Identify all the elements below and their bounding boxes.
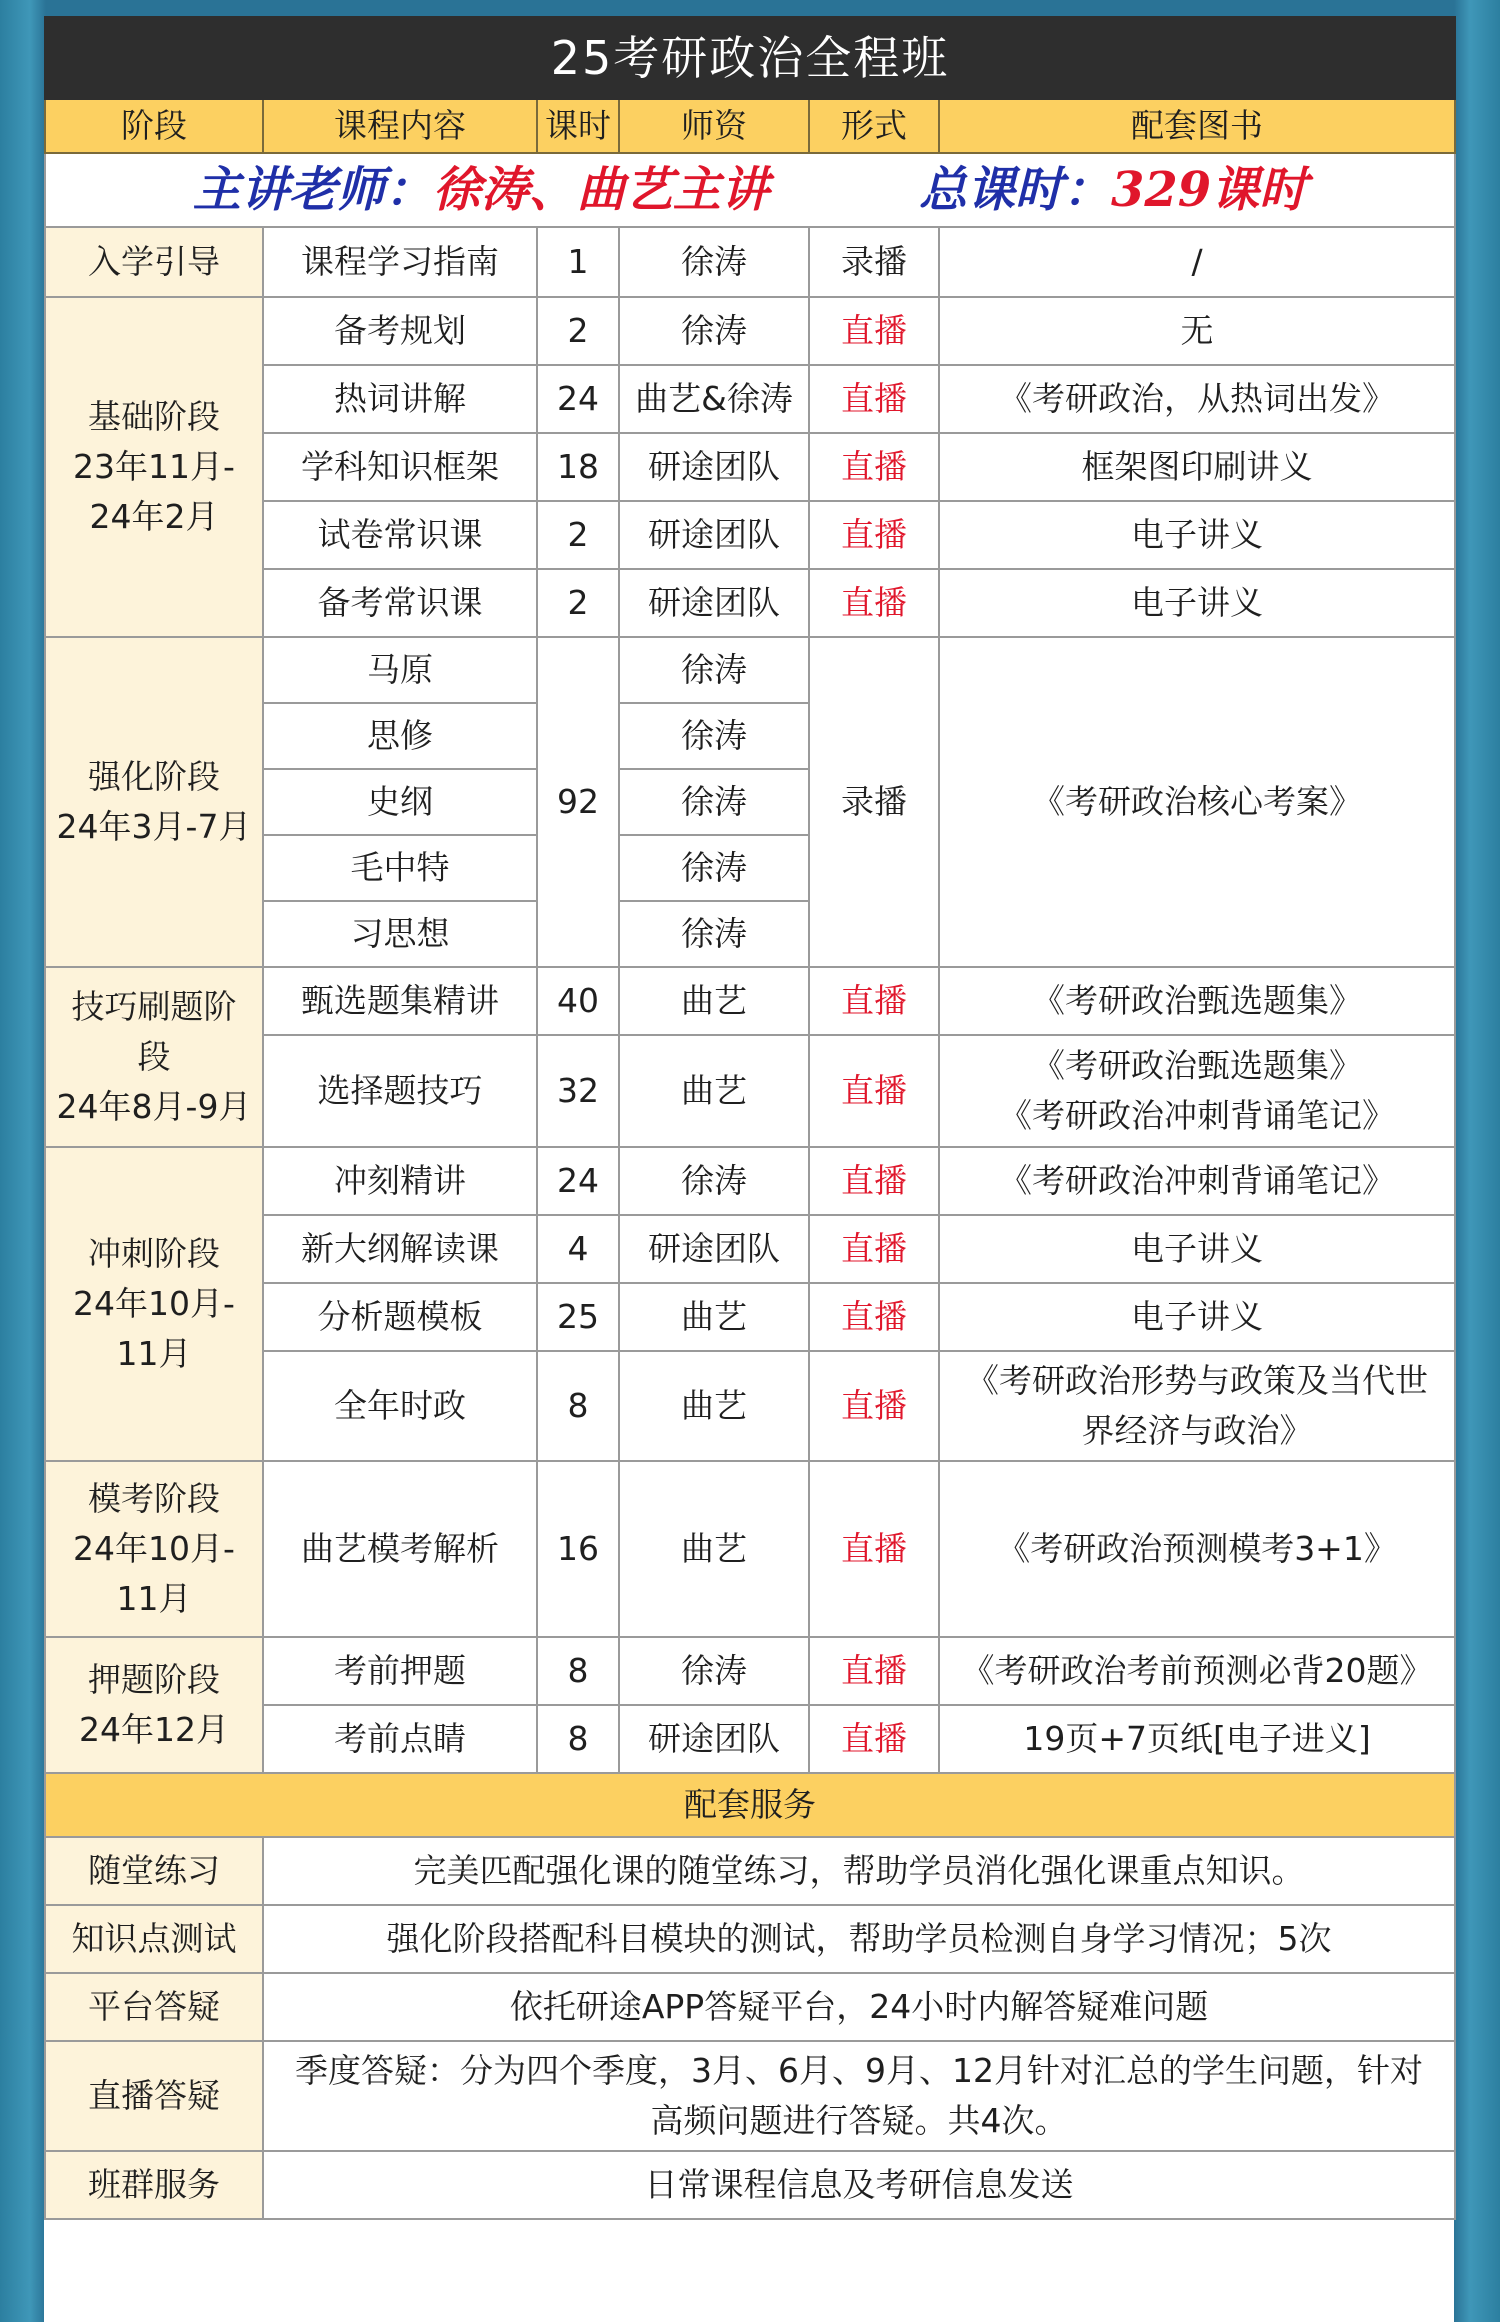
form-cell: 录播 bbox=[809, 227, 939, 297]
book-cell: 19页+7页纸[电子进义] bbox=[939, 1705, 1455, 1773]
course-cell: 选择题技巧 bbox=[263, 1035, 537, 1147]
column-headers bbox=[45, 99, 1455, 153]
hours-cell: 2 bbox=[537, 501, 619, 569]
course-cell: 冲刻精讲 bbox=[263, 1147, 537, 1215]
course-cell: 考前点睛 bbox=[263, 1705, 537, 1773]
total-hours-label: 总课时： bbox=[918, 162, 1111, 218]
header-book: 配套图书 bbox=[939, 99, 1455, 153]
book-line: 《考研政治甄选题集》 bbox=[1032, 1046, 1363, 1085]
stage-date: 11月 bbox=[116, 1579, 192, 1618]
service-row bbox=[45, 1837, 1455, 1905]
teacher-cell: 研途团队 bbox=[619, 501, 809, 569]
teacher-cell: 徐涛 bbox=[619, 835, 809, 901]
hours-cell: 4 bbox=[537, 1215, 619, 1283]
stage-cell: 入学引导 bbox=[45, 227, 263, 297]
service-desc: 日常课程信息及考研信息发送 bbox=[263, 2151, 1455, 2219]
table-row bbox=[45, 1461, 1455, 1637]
service-name: 直播答疑 bbox=[45, 2041, 263, 2151]
course-cell: 新大纲解读课 bbox=[263, 1215, 537, 1283]
course-cell: 曲艺模考解析 bbox=[263, 1461, 537, 1637]
course-cell: 学科知识框架 bbox=[263, 433, 537, 501]
hours-cell: 24 bbox=[537, 1147, 619, 1215]
teacher-cell: 研途团队 bbox=[619, 569, 809, 637]
service-desc-line: 季度答疑：分为四个季度，3月、6月、9月、12月针对汇总的学生问题，针对 bbox=[295, 2051, 1424, 2090]
teacher-cell: 徐涛 bbox=[619, 901, 809, 967]
teacher-summary bbox=[45, 153, 1455, 227]
service-desc: 完美匹配强化课的随堂练习，帮助学员消化强化课重点知识。 bbox=[263, 1837, 1455, 1905]
teacher-cell: 研途团队 bbox=[619, 433, 809, 501]
course-cell: 考前押题 bbox=[263, 1637, 537, 1705]
book-line: 《考研政治形势与政策及当代世 bbox=[966, 1361, 1429, 1400]
service-row bbox=[45, 2041, 1455, 2151]
stage-name: 押题阶段 bbox=[88, 1660, 220, 1699]
teacher-label: 主讲老师： bbox=[192, 162, 433, 218]
form-cell: 录播 bbox=[809, 637, 939, 967]
form-cell: 直播 bbox=[809, 365, 939, 433]
stage-date: 24年10月- bbox=[73, 1284, 235, 1323]
stage-name: 冲刺阶段 bbox=[88, 1234, 220, 1273]
service-desc bbox=[263, 2041, 1455, 2151]
hours-cell: 8 bbox=[537, 1705, 619, 1773]
hours-cell: 92 bbox=[537, 637, 619, 967]
teacher-cell: 研途团队 bbox=[619, 1215, 809, 1283]
teacher-cell: 曲艺 bbox=[619, 967, 809, 1035]
form-cell: 直播 bbox=[809, 1215, 939, 1283]
book-cell: 《考研政治冲刺背诵笔记》 bbox=[939, 1147, 1455, 1215]
course-cell: 马原 bbox=[263, 637, 537, 703]
table-row bbox=[45, 297, 1455, 365]
course-cell: 备考规划 bbox=[263, 297, 537, 365]
book-cell: 《考研政治，从热词出发》 bbox=[939, 365, 1455, 433]
course-cell: 备考常识课 bbox=[263, 569, 537, 637]
service-name: 平台答疑 bbox=[45, 1973, 263, 2041]
course-cell: 毛中特 bbox=[263, 835, 537, 901]
teacher-cell: 徐涛 bbox=[619, 297, 809, 365]
course-cell: 分析题模板 bbox=[263, 1283, 537, 1351]
stage-cell bbox=[45, 637, 263, 967]
service-desc: 强化阶段搭配科目模块的测试，帮助学员检测自身学习情况；5次 bbox=[263, 1905, 1455, 1973]
teacher-cell: 曲艺 bbox=[619, 1351, 809, 1461]
book-cell: 电子讲义 bbox=[939, 501, 1455, 569]
course-cell: 全年时政 bbox=[263, 1351, 537, 1461]
book-cell bbox=[939, 1351, 1455, 1461]
services-title: 配套服务 bbox=[45, 1773, 1455, 1837]
hours-cell: 24 bbox=[537, 365, 619, 433]
form-cell: 直播 bbox=[809, 1283, 939, 1351]
service-row bbox=[45, 1905, 1455, 1973]
hours-cell: 8 bbox=[537, 1637, 619, 1705]
book-cell: 框架图印刷讲义 bbox=[939, 433, 1455, 501]
hours-cell: 1 bbox=[537, 227, 619, 297]
stage-date: 24年3月-7月 bbox=[56, 807, 252, 846]
header-hours: 课时 bbox=[537, 99, 619, 153]
course-cell: 课程学习指南 bbox=[263, 227, 537, 297]
table-row bbox=[45, 967, 1455, 1035]
stage-date: 24年12月 bbox=[79, 1710, 229, 1749]
book-cell: 电子讲义 bbox=[939, 1283, 1455, 1351]
stage-date: 11月 bbox=[116, 1334, 192, 1373]
teacher-cell: 曲艺 bbox=[619, 1035, 809, 1147]
book-cell: 《考研政治预测模考3+1》 bbox=[939, 1461, 1455, 1637]
book-cell: 《考研政治甄选题集》 bbox=[939, 967, 1455, 1035]
table-row bbox=[45, 1637, 1455, 1705]
header-course: 课程内容 bbox=[263, 99, 537, 153]
book-cell: 无 bbox=[939, 297, 1455, 365]
form-cell: 直播 bbox=[809, 1461, 939, 1637]
hours-cell: 32 bbox=[537, 1035, 619, 1147]
hours-cell: 8 bbox=[537, 1351, 619, 1461]
teacher-cell: 曲艺&徐涛 bbox=[619, 365, 809, 433]
form-cell: 直播 bbox=[809, 1705, 939, 1773]
stage-name: 技巧刷题阶 bbox=[71, 987, 237, 1026]
stage-date: 23年11月- bbox=[73, 447, 235, 486]
course-cell: 思修 bbox=[263, 703, 537, 769]
teacher-cell: 徐涛 bbox=[619, 227, 809, 297]
stage-date: 24年8月-9月 bbox=[56, 1087, 252, 1126]
hours-cell: 25 bbox=[537, 1283, 619, 1351]
service-desc: 依托研途APP答疑平台，24小时内解答疑难问题 bbox=[263, 1973, 1455, 2041]
header-stage: 阶段 bbox=[45, 99, 263, 153]
form-cell: 直播 bbox=[809, 433, 939, 501]
stage-cell bbox=[45, 967, 263, 1147]
service-desc-line: 高频问题进行答疑。共4次。 bbox=[650, 2101, 1068, 2140]
course-cell: 史纲 bbox=[263, 769, 537, 835]
teacher-names: 徐涛、曲艺主讲 bbox=[432, 162, 769, 218]
teacher-cell: 徐涛 bbox=[619, 1147, 809, 1215]
table-row bbox=[45, 637, 1455, 703]
hours-cell: 2 bbox=[537, 569, 619, 637]
course-table-card bbox=[44, 16, 1454, 2322]
book-cell: 电子讲义 bbox=[939, 1215, 1455, 1283]
form-cell: 直播 bbox=[809, 297, 939, 365]
stage-cell bbox=[45, 1637, 263, 1773]
header-teacher: 师资 bbox=[619, 99, 809, 153]
course-table bbox=[44, 16, 1456, 2220]
book-line: 《考研政治冲刺背诵笔记》 bbox=[999, 1096, 1396, 1135]
stage-name: 模考阶段 bbox=[88, 1479, 220, 1518]
form-cell: 直播 bbox=[809, 1351, 939, 1461]
stage-name: 段 bbox=[137, 1037, 171, 1076]
hours-cell: 2 bbox=[537, 297, 619, 365]
form-cell: 直播 bbox=[809, 1035, 939, 1147]
teacher-cell: 曲艺 bbox=[619, 1461, 809, 1637]
table-row bbox=[45, 1147, 1455, 1215]
stage-cell bbox=[45, 1461, 263, 1637]
book-line: 界经济与政治》 bbox=[1081, 1411, 1313, 1450]
header-form: 形式 bbox=[809, 99, 939, 153]
service-name: 随堂练习 bbox=[45, 1837, 263, 1905]
total-hours-value: 329课时 bbox=[1110, 162, 1308, 218]
teacher-cell: 徐涛 bbox=[619, 769, 809, 835]
teacher-cell: 研途团队 bbox=[619, 1705, 809, 1773]
book-cell: / bbox=[939, 227, 1455, 297]
hours-cell: 40 bbox=[537, 967, 619, 1035]
hours-cell: 16 bbox=[537, 1461, 619, 1637]
form-cell: 直播 bbox=[809, 501, 939, 569]
course-cell: 热词讲解 bbox=[263, 365, 537, 433]
stage-name: 强化阶段 bbox=[88, 757, 220, 796]
service-name: 知识点测试 bbox=[45, 1905, 263, 1973]
form-cell: 直播 bbox=[809, 569, 939, 637]
service-row bbox=[45, 2151, 1455, 2219]
stage-name: 基础阶段 bbox=[88, 397, 220, 436]
course-cell: 甄选题集精讲 bbox=[263, 967, 537, 1035]
page-title: 25考研政治全程班 bbox=[45, 17, 1455, 99]
form-cell: 直播 bbox=[809, 1147, 939, 1215]
stage-cell bbox=[45, 297, 263, 637]
stage-date: 24年10月- bbox=[73, 1529, 235, 1568]
book-cell bbox=[939, 1035, 1455, 1147]
course-cell: 试卷常识课 bbox=[263, 501, 537, 569]
form-cell: 直播 bbox=[809, 1637, 939, 1705]
book-cell: 电子讲义 bbox=[939, 569, 1455, 637]
teacher-cell: 徐涛 bbox=[619, 703, 809, 769]
hours-cell: 18 bbox=[537, 433, 619, 501]
service-name: 班群服务 bbox=[45, 2151, 263, 2219]
book-cell: 《考研政治核心考案》 bbox=[939, 637, 1455, 967]
teacher-cell: 曲艺 bbox=[619, 1283, 809, 1351]
stage-date: 24年2月 bbox=[89, 497, 219, 536]
book-cell: 《考研政治考前预测必背20题》 bbox=[939, 1637, 1455, 1705]
teacher-cell: 徐涛 bbox=[619, 637, 809, 703]
stage-cell bbox=[45, 1147, 263, 1461]
table-row bbox=[45, 227, 1455, 297]
service-row bbox=[45, 1973, 1455, 2041]
teacher-cell: 徐涛 bbox=[619, 1637, 809, 1705]
form-cell: 直播 bbox=[809, 967, 939, 1035]
course-cell: 习思想 bbox=[263, 901, 537, 967]
